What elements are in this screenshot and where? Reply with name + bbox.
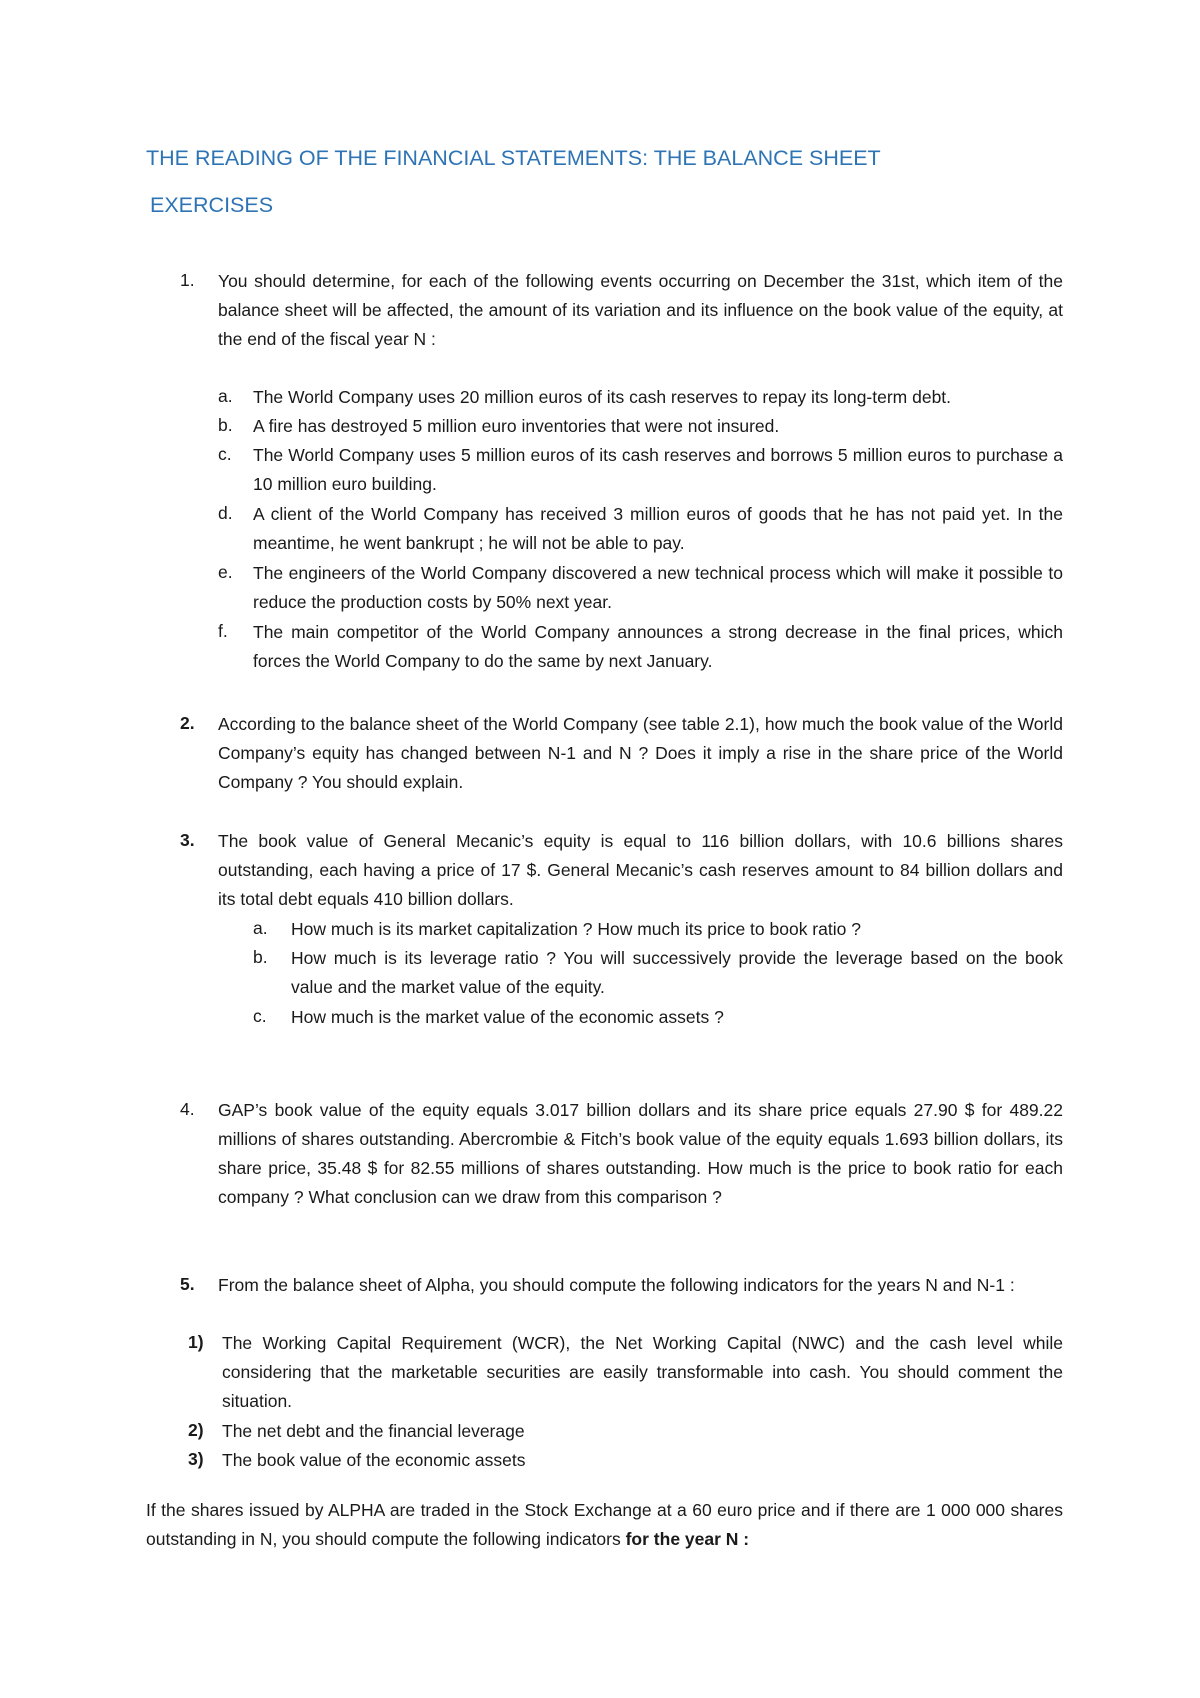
item-text: The World Company uses 5 million euros of its cash reserves and borrows 5 million euros to purchase a 10 million euro building. bbox=[253, 445, 1063, 494]
item-label: 1) bbox=[188, 1332, 204, 1352]
item-label: e. bbox=[218, 562, 233, 582]
item-text: The World Company uses 20 million euros of its cash reserves to repay its long-term debt. bbox=[253, 387, 952, 407]
item-text: The Working Capital Requirement (WCR), the Net Working Capital (NWC) and the cash level while considering that the marketable securities are easily transformable into cash. You should comment the situation. bbox=[222, 1333, 1063, 1411]
exercise-number: 1. bbox=[180, 270, 195, 290]
exercise-number: 4. bbox=[180, 1099, 195, 1119]
document-title: THE READING OF THE FINANCIAL STATEMENTS: THE BALANCE SHEET bbox=[146, 146, 881, 170]
exercise-text: From the balance sheet of Alpha, you should compute the following indicators for the years N and N-1 : bbox=[218, 1275, 1015, 1295]
document-subtitle: EXERCISES bbox=[150, 193, 274, 217]
exercise-text: The book value of General Mecanic’s equity is equal to 116 billion dollars, with 10.6 billions shares outstanding, each having a price of 17 $. General Mecanic’s cash reserves amount to 84 billion dollars and its total debt equals 410 billion dollars. bbox=[218, 831, 1063, 909]
item-label: 2) bbox=[188, 1420, 204, 1440]
item-text: The main competitor of the World Company announces a strong decrease in the final prices, which forces the World Company to do the same by next January. bbox=[253, 622, 1063, 671]
item-text: The engineers of the World Company discovered a new technical process which will make it possible to reduce the production costs by 50% next year. bbox=[253, 563, 1063, 612]
closing-paragraph bbox=[146, 1496, 1063, 1554]
item-label: c. bbox=[253, 1006, 267, 1026]
item-label: b. bbox=[253, 947, 268, 967]
item-label: c. bbox=[218, 444, 232, 464]
item-text: The net debt and the financial leverage bbox=[222, 1421, 525, 1441]
exercise-number: 2. bbox=[180, 713, 195, 733]
item-text: The book value of the economic assets bbox=[222, 1450, 526, 1470]
item-label: f. bbox=[218, 621, 228, 641]
exercise-text: You should determine, for each of the following events occurring on December the 31st, which item of the balance sheet will be affected, the amount of its variation and its influence on the book value of the equity, at the end of the fiscal year N : bbox=[218, 271, 1063, 349]
exercise-text: According to the balance sheet of the World Company (see table 2.1), how much the book value of the World Company’s equity has changed between N-1 and N ? Does it imply a rise in the share price of the World Company ? You should explain. bbox=[218, 714, 1063, 792]
item-text: How much is the market value of the economic assets ? bbox=[291, 1007, 724, 1027]
exercise-number: 3. bbox=[180, 830, 195, 850]
exercise-number: 5. bbox=[180, 1274, 195, 1294]
item-text: A fire has destroyed 5 million euro inventories that were not insured. bbox=[253, 416, 780, 436]
item-text: How much is its leverage ratio ? You will successively provide the leverage based on the book value and the market value of the equity. bbox=[291, 948, 1063, 997]
closing-emphasis: for the year N : bbox=[625, 1529, 750, 1549]
closing-text: If the shares issued by ALPHA are traded in the Stock Exchange at a 60 euro price and if there are 1 000 000 shares outstanding in N, you should compute the following indicators bbox=[146, 1500, 1063, 1549]
item-text: How much is its market capitalization ? How much its price to book ratio ? bbox=[291, 919, 861, 939]
item-label: a. bbox=[218, 386, 233, 406]
exercise-text: GAP’s book value of the equity equals 3.017 billion dollars and its share price equals 27.90 $ for 489.22 millions of shares outstanding. Abercrombie & Fitch’s book value of the equity equals 1.693 billion dollars, its share price, 35.48 $ for 82.55 millions of shares outstanding. How much is the price to book ratio for each company ? What conclusion can we draw from this comparison ? bbox=[218, 1100, 1063, 1207]
item-label: d. bbox=[218, 503, 233, 523]
item-label: a. bbox=[253, 918, 268, 938]
item-label: 3) bbox=[188, 1449, 204, 1469]
item-text: A client of the World Company has received 3 million euros of goods that he has not paid yet. In the meantime, he went bankrupt ; he will not be able to pay. bbox=[253, 504, 1063, 553]
item-label: b. bbox=[218, 415, 233, 435]
